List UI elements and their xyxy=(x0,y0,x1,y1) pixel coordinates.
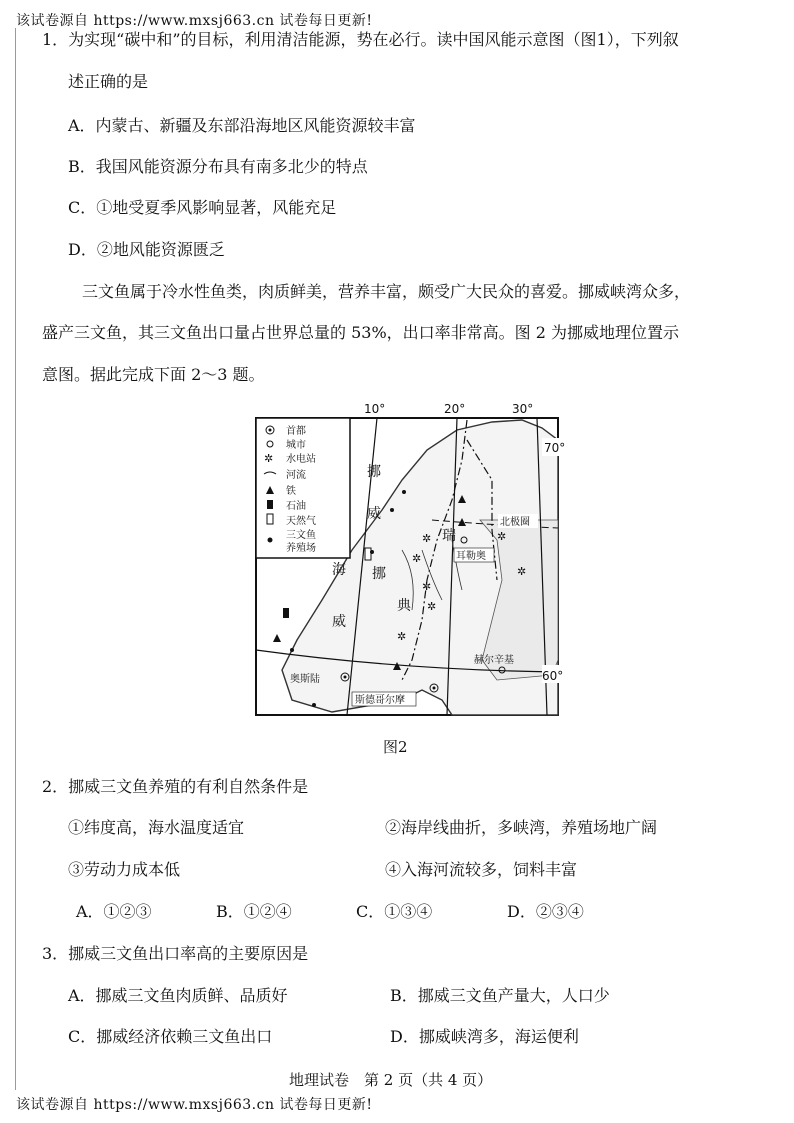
oslo-label: 奥斯陆 xyxy=(290,674,320,685)
hydropower-icon: ✲ xyxy=(397,630,407,643)
question-2-statement-2: ②海岸线曲折，多峡湾，养殖场地广阔 xyxy=(385,818,658,837)
legend-oil: 石油 xyxy=(286,501,306,512)
salmon-farm-icon xyxy=(312,703,316,707)
gallivare-label: 耳勒奥 xyxy=(456,551,486,562)
legend-gas: 天然气 xyxy=(286,516,316,527)
question-3-stem: 3．挪威三文鱼出口率高的主要原因是 xyxy=(42,944,309,963)
legend-city: 城市 xyxy=(286,440,306,451)
question-1-option-c: C．①地受夏季风影响显著，风能充足 xyxy=(68,198,337,217)
passage-line-3: 意图。据此完成下面 2～3 题。 xyxy=(42,365,265,384)
salmon-farm-icon xyxy=(268,538,273,543)
lon-label-30: 30° xyxy=(512,402,534,416)
hydropower-icon: ✲ xyxy=(517,565,527,578)
hydropower-icon: ✲ xyxy=(264,452,274,465)
page-footer: 地理试卷 第 2 页（共 4 页） xyxy=(289,1071,493,1089)
legend-salmon-1: 三文鱼 xyxy=(286,530,316,541)
question-2-option-b: B．①②④ xyxy=(216,902,292,921)
lat-label-60: 60° xyxy=(542,669,564,683)
hydropower-icon: ✲ xyxy=(412,552,422,565)
oil-icon xyxy=(283,608,289,618)
margin-line xyxy=(15,28,16,1090)
hydropower-icon: ✲ xyxy=(427,600,437,613)
question-3-option-a: A．挪威三文鱼肉质鲜、品质好 xyxy=(68,986,288,1005)
passage-line-2: 盛产三文鱼，其三文鱼出口量占世界总量的 53%，出口率非常高。图 2 为挪威地理位置示 xyxy=(42,323,680,342)
hydropower-icon: ✲ xyxy=(497,530,507,543)
lon-label-10: 10° xyxy=(364,402,386,416)
question-3-option-c: C．挪威经济依赖三文鱼出口 xyxy=(68,1027,273,1046)
country-label-norway-1: 挪 xyxy=(367,464,381,480)
question-2-option-d: D．②③④ xyxy=(507,902,584,921)
stockholm-label: 斯德哥尔摩 xyxy=(355,695,405,706)
country-label-sweden-2: 典 xyxy=(397,598,411,614)
oil-icon xyxy=(267,500,273,509)
legend-capital: 首都 xyxy=(286,426,306,437)
question-1-stem-line-1: 1．为实现“碳中和”的目标，利用清洁能源，势在必行。读中国风能示意图（图1），下列叙 xyxy=(42,30,679,49)
country-label-norway-2: 威 xyxy=(367,506,381,522)
country-label-norway-4: 威 xyxy=(332,614,346,630)
hydropower-icon: ✲ xyxy=(422,580,432,593)
salmon-farm-icon xyxy=(402,490,406,494)
question-3-option-b: B．挪威三文鱼产量大，人口少 xyxy=(390,986,610,1005)
legend-hydropower: 水电站 xyxy=(286,454,316,465)
salmon-farm-icon xyxy=(370,550,374,554)
sea-label: 海 xyxy=(332,562,346,578)
legend-river: 河流 xyxy=(286,470,306,481)
helsinki-label: 赫尔辛基 xyxy=(474,655,514,666)
question-2-stem: 2．挪威三文鱼养殖的有利自然条件是 xyxy=(42,777,309,796)
country-label-sweden-1: 瑞 xyxy=(442,528,456,544)
question-2-option-a: A．①②③ xyxy=(76,902,152,921)
question-1-option-b: B．我国风能资源分布具有南多北少的特点 xyxy=(68,157,368,176)
lon-label-20: 20° xyxy=(444,402,466,416)
country-label-norway-3: 挪 xyxy=(372,566,386,582)
salmon-farm-icon xyxy=(390,508,394,512)
legend-iron: 铁 xyxy=(286,486,296,497)
lat-label-70: 70° xyxy=(544,441,566,455)
question-2-statement-3: ③劳动力成本低 xyxy=(68,860,181,879)
footer-source-text: 该试卷源自 https://www.mxsj663.cn 试卷每日更新! xyxy=(16,1097,373,1113)
question-1-option-d: D．②地风能资源匮乏 xyxy=(68,240,225,259)
figure-caption: 图2 xyxy=(383,738,408,756)
question-1-stem-line-2: 述正确的是 xyxy=(68,72,149,91)
passage-line-1: 三文鱼属于冷水性鱼类，肉质鲜美，营养丰富，颇受广大民众的喜爱。挪威峡湾众多， xyxy=(82,282,691,301)
norway-map xyxy=(252,400,566,718)
question-3-option-d: D．挪威峡湾多，海运便利 xyxy=(390,1027,579,1046)
hydropower-icon: ✲ xyxy=(422,532,432,545)
question-1-option-a: A．内蒙古、新疆及东部沿海地区风能资源较丰富 xyxy=(68,116,416,135)
salmon-farm-icon xyxy=(290,648,294,652)
question-2-statement-1: ①纬度高，海水温度适宜 xyxy=(68,818,245,837)
arctic-circle-label: 北极圈 xyxy=(500,517,530,528)
legend-salmon-2: 养殖场 xyxy=(286,543,316,554)
question-2-option-c: C．①③④ xyxy=(356,902,433,921)
norway-map-figure xyxy=(252,400,566,718)
gas-icon xyxy=(365,548,371,560)
question-2-statement-4: ④入海河流较多，饲料丰富 xyxy=(385,860,578,879)
header-source-text: 该试卷源自 https://www.mxsj663.cn 试卷每日更新! xyxy=(16,13,373,29)
